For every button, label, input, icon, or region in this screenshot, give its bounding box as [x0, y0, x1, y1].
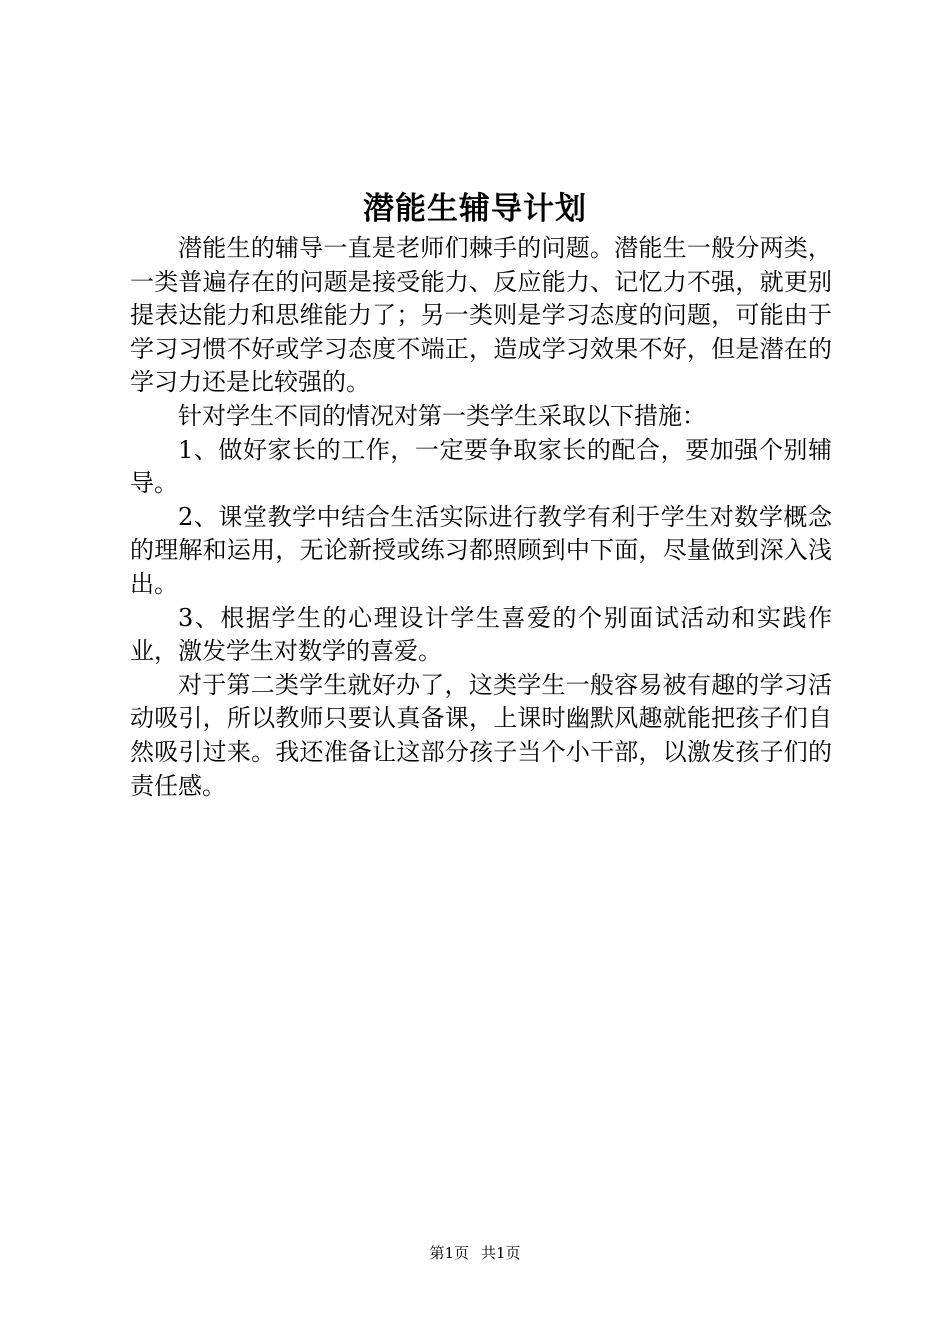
document-body	[130, 232, 832, 803]
paragraph-second-type: 对于第二类学生就好办了，这类学生一般容易被有趣的学习活动吸引，所以教师只要认真备课，上课时幽默风趣就能把孩子们自然吸引过来。我还准备让这部分孩子当个小干部，以激发孩子们的责任感。	[130, 670, 832, 800]
page-number-current: 第1页	[429, 1244, 469, 1262]
paragraph-measure-2: 2、课堂教学中结合生活实际进行教学有利于学生对数学概念的理解和运用，无论新授或练习都照顾到中下面，尽量做到深入浅出。	[130, 502, 832, 598]
page-footer	[0, 1243, 950, 1263]
paragraph-intro: 潜能生的辅导一直是老师们棘手的问题。潜能生一般分两类，一类普遍存在的问题是接受能力、反应能力、记忆力不强，就更别提表达能力和思维能力了；另一类则是学习态度的问题，可能由于学习习惯不好或学习态度不端正，造成学习效果不好，但是潜在的学习力还是比较强的。	[130, 234, 832, 397]
page-title: 潜能生辅导计划	[363, 191, 587, 227]
paragraph-measures-heading: 针对学生不同的情况对第一类学生采取以下措施：	[178, 401, 706, 430]
paragraph-measure-3: 3、根据学生的心理设计学生喜爱的个别面试活动和实践作业，激发学生对数学的喜爱。	[130, 603, 832, 666]
page-number-total: 共1页	[481, 1244, 521, 1262]
paragraph-measure-1: 1、做好家长的工作，一定要争取家长的配合，要加强个别辅导。	[130, 435, 832, 498]
